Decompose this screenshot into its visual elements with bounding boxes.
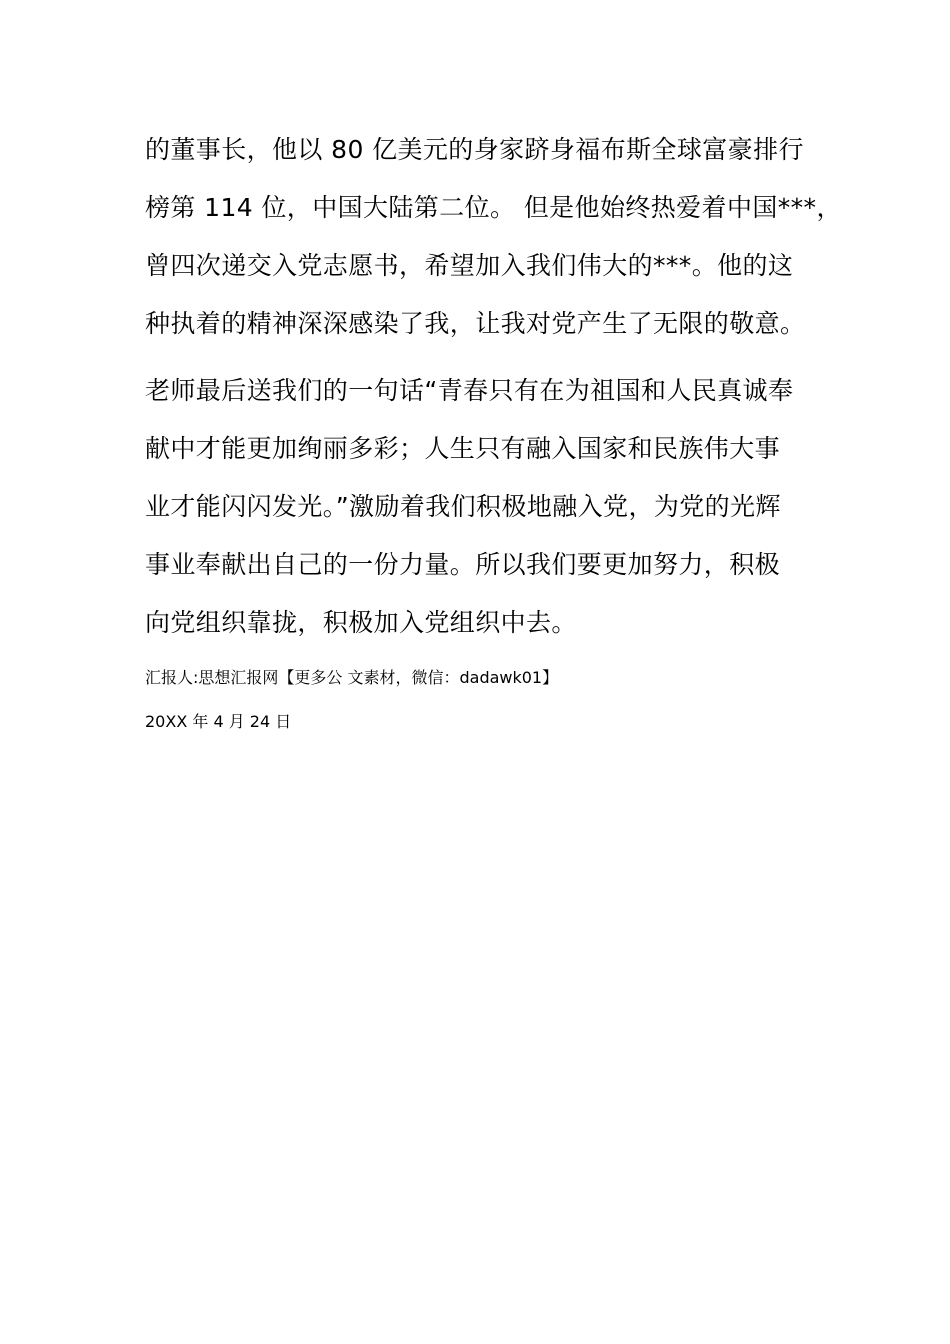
- paragraph-line: 曾四次递交入党志愿书，希望加入我们伟大的***。他的这: [145, 251, 794, 280]
- paragraph-line: 事业奉献出自己的一份力量。所以我们要更加努力，积极: [145, 550, 781, 579]
- paragraph-line: 献中才能更加绚丽多彩；人生只有融入国家和民族伟大事: [145, 434, 781, 463]
- paragraph-line: 向党组织靠拢，积极加入党组织中去。: [145, 608, 577, 637]
- paragraph-line: 榜第 114 位，中国大陆第二位。 但是他始终热爱着中国***，: [145, 193, 842, 222]
- report-date: 20XX 年 4 月 24 日: [145, 712, 292, 731]
- paragraph-1: [145, 121, 845, 353]
- paragraph-line: 老师最后送我们的一句话“青春只有在为祖国和人民真诚奉: [145, 376, 794, 405]
- paragraph-line: 业才能闪闪发光。”激励着我们积极地融入党，为党的光辉: [145, 492, 781, 521]
- paragraph-line: 的董事长，他以 80 亿美元的身家跻身福布斯全球富豪排行: [145, 135, 804, 164]
- reporter-line: 汇报人:思想汇报网【更多公 文素材，微信：dadawk01】: [145, 668, 559, 687]
- paragraph-line: 种执着的精神深深感染了我，让我对党产生了无限的敬意。: [145, 309, 806, 338]
- paragraph-2: [145, 362, 845, 652]
